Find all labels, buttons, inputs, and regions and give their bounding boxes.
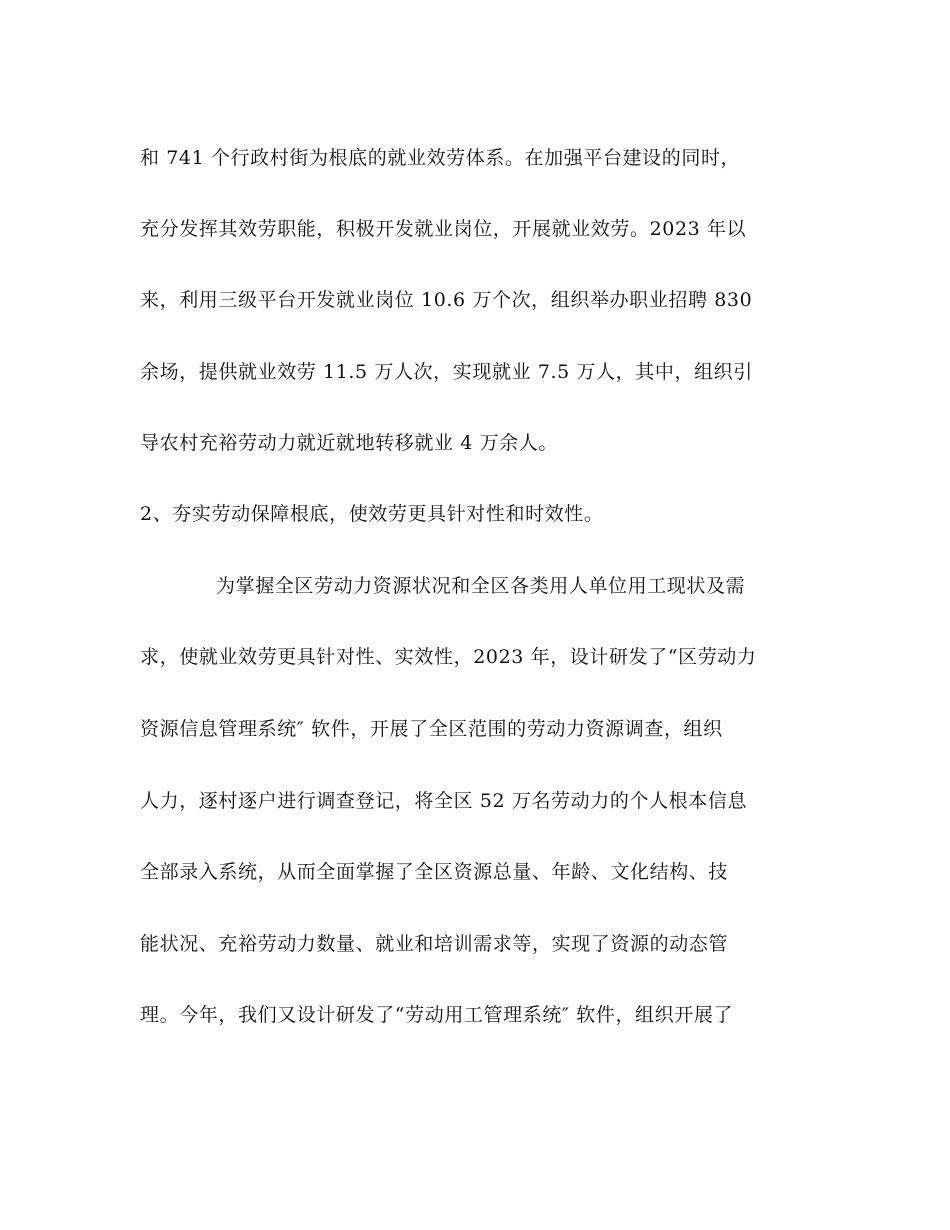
text-line: 余场，提供就业效劳 11.5 万人次，实现就业 7.5 万人，其中，组织引 xyxy=(140,361,753,383)
text-line: 求，使就业效劳更具针对性、实效性，2023 年，设计研发了“区劳动力 xyxy=(140,646,757,668)
section-heading: 2、夯实劳动保障根底，使效劳更具针对性和时效性。 xyxy=(140,503,604,525)
text-line: 理。今年，我们又设计研发了“劳动用工管理系统″ 软件，组织开展了 xyxy=(140,1004,734,1026)
text-line: 人力，逐村逐户进行调查登记，将全区 52 万名劳动力的个人根本信息 xyxy=(140,790,748,812)
text-line: 导农村充裕劳动力就近就地转移就业 4 万余人。 xyxy=(140,432,558,454)
text-line: 和 741 个行政村街为根底的就业效劳体系。在加强平台建设的同时， xyxy=(140,147,741,169)
text-line: 能状况、充裕劳动力数量、就业和培训需求等，实现了资源的动态管 xyxy=(140,933,729,955)
text-line: 资源信息管理系统″ 软件，开展了全区范围的劳动力资源调查，组织 xyxy=(140,718,723,740)
paragraph-first-line: 为掌握全区劳动力资源状况和全区各类用人单位用工现状及需 xyxy=(216,575,746,597)
text-line: 全部录入系统，从而全面掌握了全区资源总量、年龄、文化结构、技 xyxy=(140,861,729,883)
text-line: 来，利用三级平台开发就业岗位 10.6 万个次，组织举办职业招聘 830 xyxy=(140,289,753,311)
text-line: 充分发挥其效劳职能，积极开发就业岗位，开展就业效劳。2023 年以 xyxy=(140,218,747,240)
